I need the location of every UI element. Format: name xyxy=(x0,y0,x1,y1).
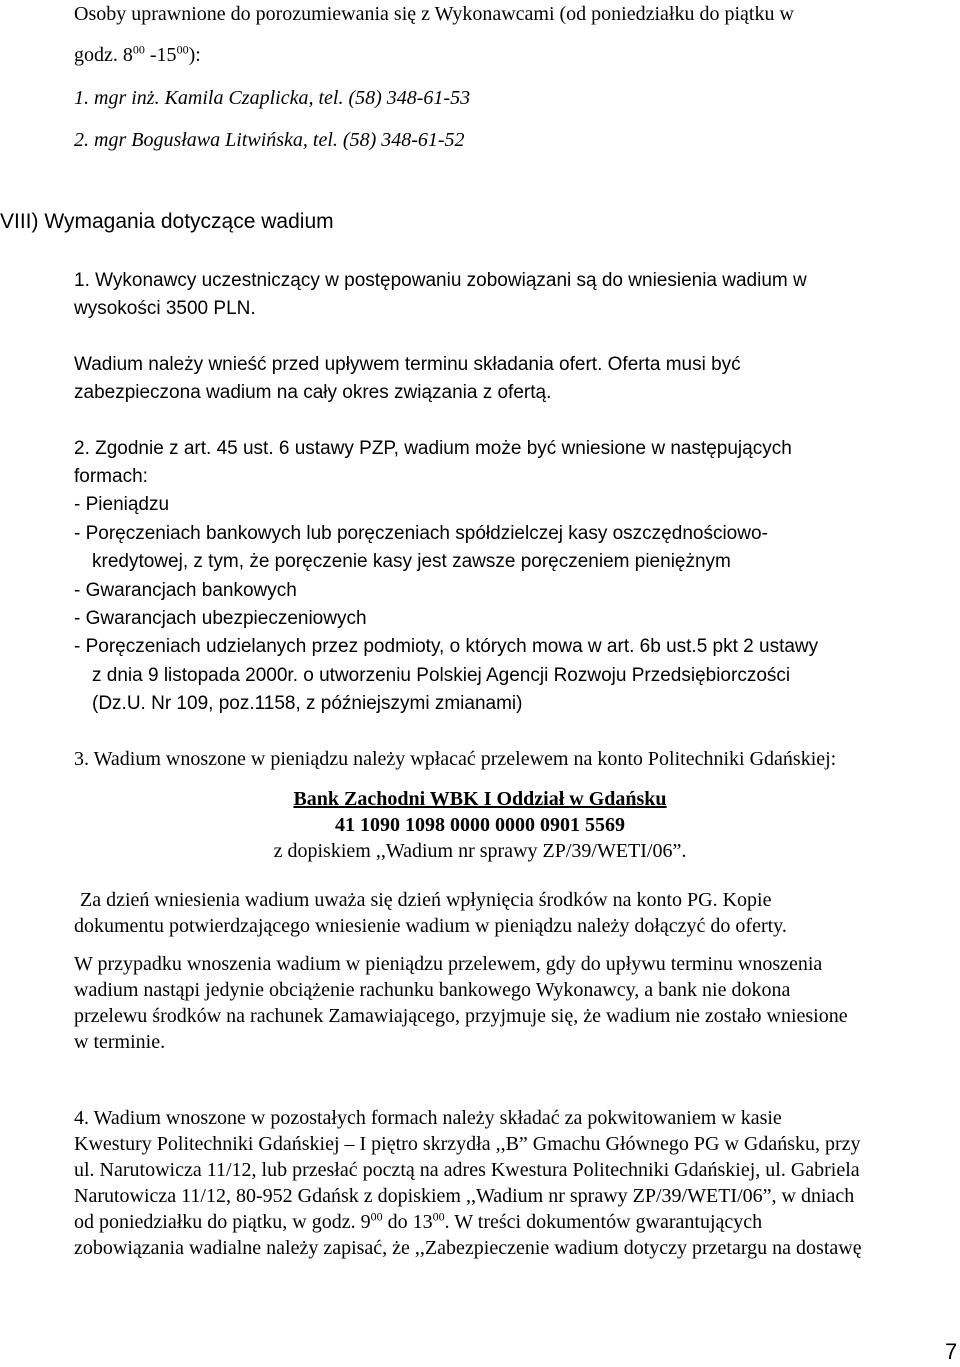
item4-line5-text-c: . W treści dokumentów gwarantujących xyxy=(444,1211,763,1233)
hours-text: godz. 8 xyxy=(74,44,133,66)
section-heading: VIII) Wymagania dotyczące wadium xyxy=(0,210,334,233)
item3-para1-line1: Za dzień wniesienia wadium uważa się dzień wpłynięcia środków na konto PG. Kopie xyxy=(80,889,772,911)
contact-person-1: 1. mgr inż. Kamila Czaplicka, tel. (58) 348-61-53 xyxy=(74,87,471,109)
item3-para1-line2: dokumentu potwierdzającego wniesienie wadium w pieniądzu należy dołączyć do oferty. xyxy=(74,915,787,937)
item4-line4: Narutowicza 11/12, 80-952 Gdańsk z dopiskiem ,,Wadium nr sprawy ZP/39/WETI/06”, w dniach xyxy=(74,1185,855,1207)
item1-line4: zabezpieczona wadium na cały okres związania z ofertą. xyxy=(74,382,552,403)
form-item-poreczenia-bankowe: - Poręczeniach bankowych lub poręczeniach spółdzielczej kasy oszczędnościowo- xyxy=(74,523,768,544)
item3-para2-line1: W przypadku wnoszenia wadium w pieniądzu przelewem, gdy do upływu terminu wnoszenia xyxy=(74,953,823,975)
contacts-intro: Osoby uprawnione do porozumiewania się z Wykonawcami (od poniedziałku do piątku w xyxy=(74,3,794,25)
form-item-poreczenia-cont: kredytowej, z tym, że poręczenie kasy jest zawsze poręczeniem pieniężnym xyxy=(92,551,731,572)
contact-person-2: 2. mgr Bogusława Litwińska, tel. (58) 348-61-52 xyxy=(74,129,465,151)
hours-text-end: ): xyxy=(188,44,201,66)
item1-line1: 1. Wykonawcy uczestniczący w postępowaniu zobowiązani są do wniesienia wadium w xyxy=(74,270,807,291)
item4-line2: Kwestury Politechniki Gdańskiej – I piętro skrzydła ,,B” Gmachu Głównego PG w Gdańsku, przy xyxy=(74,1133,861,1155)
form-item-gwarancje-bankowe: - Gwarancjach bankowych xyxy=(74,580,297,601)
item4-line6: zobowiązania wadialne należy zapisać, że ,,Zabezpieczenie wadium dotyczy przetargu na dostawę xyxy=(74,1237,862,1259)
bank-name: Bank Zachodni WBK I Oddział w Gdańsku xyxy=(293,788,667,810)
item4-line1: 4. Wadium wnoszone w pozostałych formach należy składać za pokwitowaniem w kasie xyxy=(74,1107,782,1129)
form-item-gwarancje-ubezp: - Gwarancjach ubezpieczeniowych xyxy=(74,608,367,629)
item1-line2: wysokości 3500 PLN. xyxy=(74,298,256,319)
hours-sup-start: 00 xyxy=(132,42,145,57)
transfer-note: z dopiskiem ,,Wadium nr sprawy ZP/39/WETI/06”. xyxy=(273,840,687,862)
form-item-poreczenia-podmioty: - Poręczeniach udzielanych przez podmioty, o których mowa w art. 6b ust.5 pkt 2 ustawy xyxy=(74,636,819,657)
hours-sup-end: 00 xyxy=(176,42,189,57)
item3-para2-line3: przelewu środków na rachunek Zamawiającego, przyjmuje się, że wadium nie zostało wniesione xyxy=(74,1005,848,1027)
form-item-podmioty-cont1: z dnia 9 listopada 2000r. o utworzeniu Polskiej Agencji Rozwoju Przedsiębiorczości xyxy=(92,665,791,686)
item4-line5 xyxy=(74,1210,762,1234)
contacts-hours xyxy=(74,43,201,67)
form-item-pieniadz: - Pieniądzu xyxy=(74,494,170,515)
item3-para2-line4: w terminie. xyxy=(74,1031,166,1053)
item4-line5-sup2: 00 xyxy=(432,1209,445,1224)
item1-line3: Wadium należy wnieść przed upływem terminu składania ofert. Oferta musi być xyxy=(74,354,741,375)
item4-line5-text-b: do 13 xyxy=(382,1211,433,1233)
item3-para2-line2: wadium nastąpi jedynie obciążenie rachunku bankowego Wykonawcy, a bank nie dokona xyxy=(74,979,791,1001)
item4-line5-sup1: 00 xyxy=(370,1209,383,1224)
item4-line3: ul. Narutowicza 11/12, lub przesłać pocztą na adres Kwestura Politechniki Gdańskiej, ul. Gabriela xyxy=(74,1159,860,1181)
item2-line1: 2. Zgodnie z art. 45 ust. 6 ustawy PZP, wadium może być wniesione w następujących xyxy=(74,438,792,459)
item2-line2: formach: xyxy=(74,466,148,487)
item3-line1: 3. Wadium wnoszone w pieniądzu należy wpłacać przelewem na konto Politechniki Gdańskiej: xyxy=(74,748,837,770)
form-item-podmioty-cont2: (Dz.U. Nr 109, poz.1158, z późniejszymi zmianami) xyxy=(92,693,523,714)
hours-text-mid: -15 xyxy=(144,44,177,66)
bank-account-number: 41 1090 1098 0000 0000 0901 5569 xyxy=(335,814,625,836)
item4-line5-text-a: od poniedziałku do piątku, w godz. 9 xyxy=(74,1211,371,1233)
page-number: 7 xyxy=(945,1339,958,1364)
